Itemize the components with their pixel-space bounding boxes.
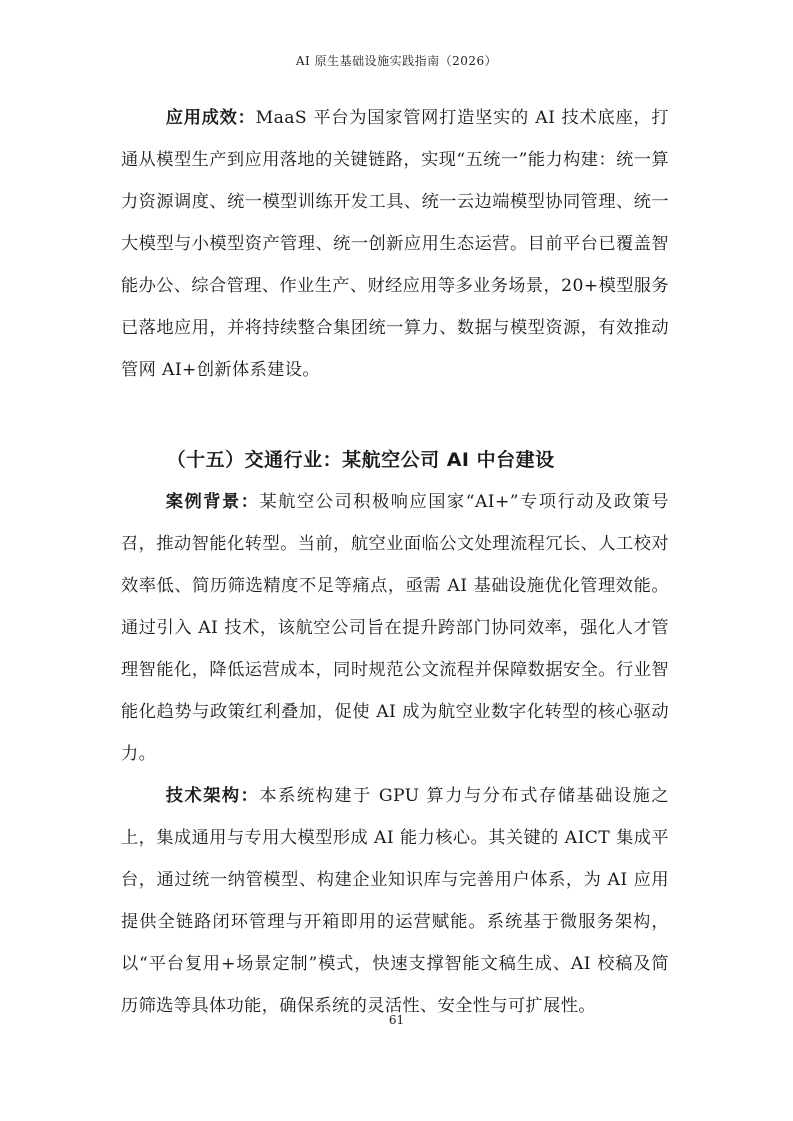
paragraph-text: 某航空公司积极响应国家“AI+”专项行动及政策号召，推动智能化转型。当前，航空业面临公文处理流程冗长、人工校对效率低、简历筛选精度不足等痛点，亟需 AI 基础设施优化管理效能。通过引入 AI 技术，该航空公司旨在提升跨部门协同效率，强化人才管理智能化，降低运营成本，同时规范公文流程并保障数据安全。行业智能化趋势与政策红利叠加，促使 AI 成为航空业数字化转型的核心驱动力。 (121, 492, 669, 764)
paragraph-lead-label: 技术架构： (165, 786, 260, 806)
paragraph-lead-label: 应用成效： (165, 108, 256, 128)
paragraph-application-results (121, 97, 669, 391)
paragraph-text: MaaS 平台为国家管网打造坚实的 AI 技术底座，打通从模型生产到应用落地的关键链路，实现“五统一”能力构建：统一算力资源调度、统一模型训练开发工具、统一云边端模型协同管理、统一大模型与小模型资产管理、统一创新应用生态运营。目前平台已覆盖智能办公、综合管理、作业生产、财经应用等多业务场景，20+模型服务已落地应用，并将持续整合集团统一算力、数据与模型资源，有效推动管网 AI+创新体系建设。 (121, 108, 669, 380)
section-heading: （十五）交通行业：某航空公司 AI 中台建设 (166, 449, 555, 471)
paragraph-text: 本系统构建于 GPU 算力与分布式存储基础设施之上，集成通用与专用大模型形成 AI 能力核心。其关键的 AICT 集成平台，通过统一纳管模型、构建企业知识库与完善用户体系，为 AI 应用提供全链路闭环管理与开箱即用的运营赋能。系统基于微服务架构，以“平台复用+场景定制”模式，快速支撑智能文稿生成、AI 校稿及简历筛选等具体功能，确保系统的灵活性、安全性与可扩展性。 (121, 786, 669, 1016)
running-header: AI 原生基础设施实践指南（2026） (295, 54, 498, 68)
page-number: 61 (388, 1013, 405, 1027)
paragraph-lead-label: 案例背景： (165, 492, 260, 512)
paragraph-case-background (121, 481, 669, 775)
document-body (121, 97, 669, 1027)
paragraph-technical-architecture (121, 775, 669, 1027)
